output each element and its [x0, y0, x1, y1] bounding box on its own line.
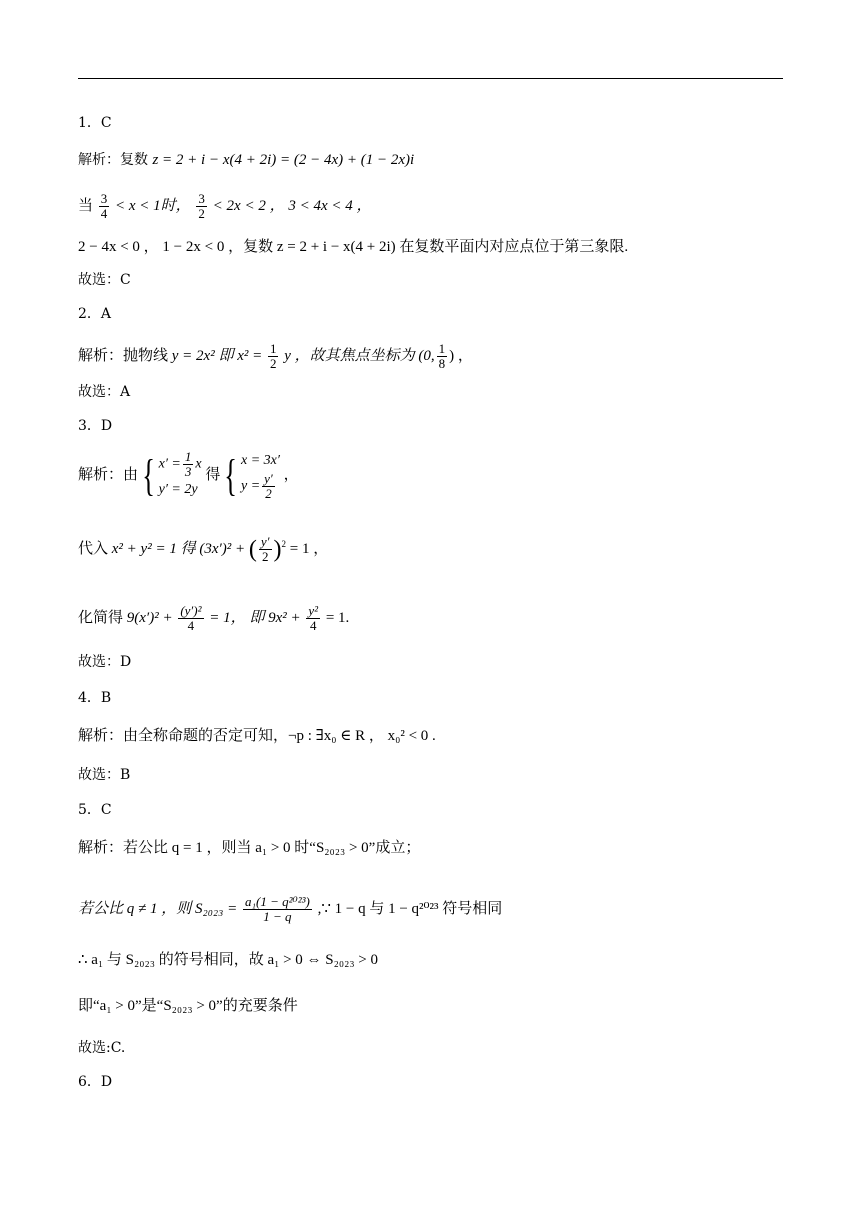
fraction-1-2: $\frac{1}{2}$ [269, 341, 277, 371]
q3-simp-tail: = 1. [325, 609, 350, 626]
q3-answer: 故选：D [78, 654, 132, 670]
q5-heading: 5．C [78, 802, 112, 818]
q3-label: 解析：由 [78, 466, 139, 483]
fraction-ysq-4: $\frac{\text{(y′)²}}{4}$ [180, 603, 202, 633]
q2-label: 解析：抛物线 [78, 347, 169, 364]
q1-range-line [78, 192, 371, 221]
q3-system-2: x = 3x′ y = $\frac{y'}{2}$ [240, 453, 280, 501]
q4-analysis-line: 解析：由全称命题的否定可知，¬p : ∃x₀ ∈ R ， x₀² < 0 . [78, 728, 436, 744]
q5-conclusion: 即“a₁ > 0”是“S₂₀₂₃ > 0”的充要条件 [78, 998, 298, 1014]
fraction-3-2: $\frac{3}{2}$ [198, 191, 205, 221]
fraction-y-2: $\frac{y'}{2}$ [260, 534, 270, 565]
fraction-1-8: $\frac{1}{8}$ [438, 341, 446, 371]
q3-comma: ， [283, 466, 299, 483]
left-brace-icon: { [224, 450, 238, 500]
q5-ratio-eq: 若公比 q ≠ 1 ，则 S₂₀₂₃ = [78, 900, 238, 917]
q3-simp-mid: = 1， 即 9x² + [209, 609, 301, 626]
q2-close: ) ， [449, 347, 473, 364]
fraction-y2-4: $\frac{\text{y²}}{4}$ [308, 603, 319, 633]
q3-substitute-line: 代入 x² + y² = 1 得 (3x′)² + ( $\frac{y'}{2}$ )$^2$ = 1 ， [78, 534, 329, 565]
q3-system-line [78, 450, 299, 501]
q1-analysis-line [78, 150, 414, 170]
q5-sign-line: ∴ a₁ 与 S₂₀₂₃ 的符号相同，故 a₁ > 0 ⇔ S₂₀₂₃ > 0 [78, 952, 379, 968]
fraction-3-4: $\frac{3}{4}$ [100, 191, 108, 221]
q2-equation-tail: y ，故其焦点坐标为 (0, [284, 347, 435, 364]
q3-system-1: x′ = $\frac{1}{3}$ x y′ = 2y [158, 449, 202, 497]
q3-heading: 3．D [78, 418, 113, 434]
q1-range-mid: < 2x < 2 ， 3 < 4x < 4 ， [212, 197, 372, 214]
q1-answer: 故选：C [78, 272, 131, 288]
q1-range-tail: < x < 1时， [115, 197, 191, 214]
q1-conclusion: 2 − 4x < 0 ， 1 − 2x < 0 ，复数 z = 2 + i − x(4 + 2i) 在复数平面内对应点位于第三象限. [78, 239, 629, 255]
q5-ratio-line [78, 895, 502, 924]
q1-label: 解析：复数 [78, 152, 148, 168]
q5-answer: 故选:C. [78, 1040, 126, 1056]
q3-sub-eq: x² + y² = 1 得 (3x′)² + [111, 541, 246, 557]
q1-when: 当 [78, 197, 94, 214]
q3-get: 得 [205, 466, 221, 483]
q3-sub-label: 代入 [78, 541, 109, 557]
q2-heading: 2．A [78, 306, 112, 322]
q2-answer: 故选：A [78, 384, 131, 400]
q2-analysis-line [78, 342, 473, 371]
q2-equation: y = 2x² 即 x² = [171, 347, 263, 364]
q1-equation: z = 2 + i − x(4 + 2i) = (2 − 4x) + (1 − 2x)i [152, 152, 415, 168]
q4-answer: 故选：B [78, 767, 131, 783]
q1-heading: 1．C [78, 115, 112, 131]
q5-analysis-line: 解析：若公比 q = 1 ，则当 a₁ > 0 时“S₂₀₂₃ > 0”成立； [78, 840, 421, 856]
q4-heading: 4．B [78, 690, 112, 706]
q3-simp-eq: 9(x′)² + [126, 609, 173, 626]
left-brace-icon: { [141, 450, 155, 500]
q3-sub-tail: = 1 ， [289, 541, 329, 557]
q3-simplify-line [78, 604, 349, 633]
header-rule [78, 78, 783, 79]
q5-ratio-tail: ,∵ 1 − q 与 1 − q²⁰²³ 符号相同 [317, 900, 503, 917]
q3-simp-label: 化简得 [78, 609, 124, 626]
q6-heading: 6．D [78, 1074, 113, 1090]
fraction-sum-formula: $\frac{\text{a₁(1 − q²⁰²³)}}{1 - q}$ [244, 894, 310, 924]
